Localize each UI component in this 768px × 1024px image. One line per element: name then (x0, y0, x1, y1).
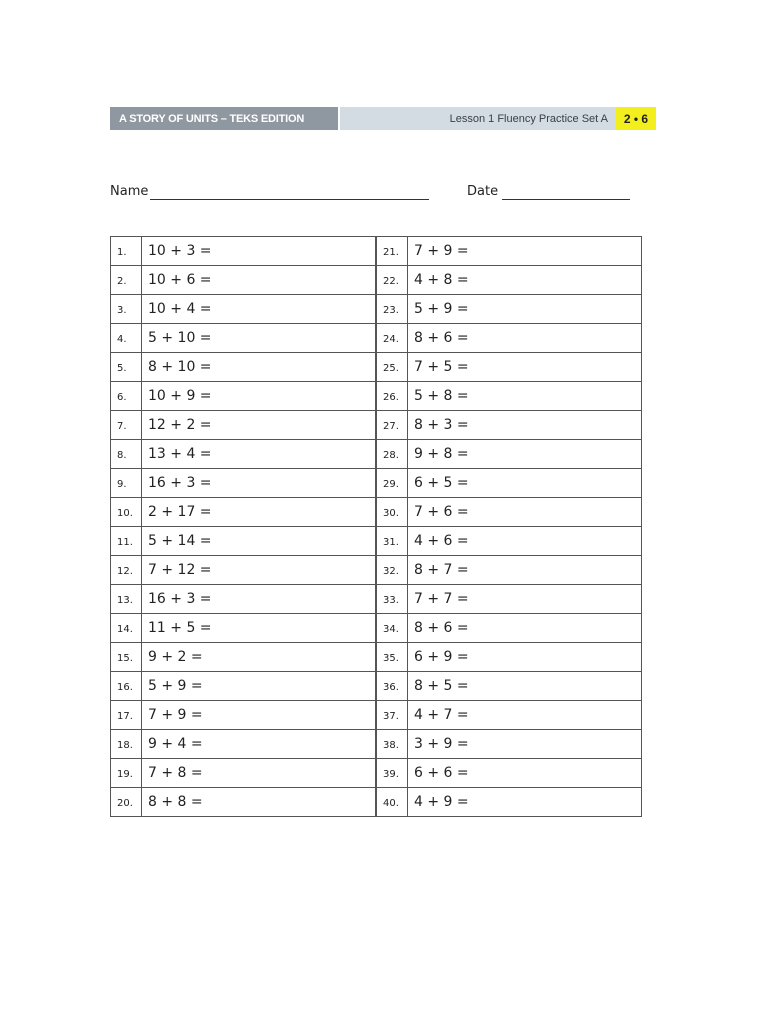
problem-number: 20. (111, 788, 142, 816)
problem-number: 27. (377, 411, 408, 439)
problem-row (376, 439, 642, 468)
problem-row (110, 381, 376, 410)
problem-row (110, 323, 376, 352)
problem-row (110, 700, 376, 729)
problem-expression[interactable]: 7 + 6 = (414, 504, 469, 520)
problem-row (110, 584, 376, 613)
problem-row (376, 555, 642, 584)
series-title: A STORY OF UNITS – TEKS EDITION (110, 107, 338, 130)
problem-expression[interactable]: 5 + 9 = (414, 301, 469, 317)
problem-row (110, 497, 376, 526)
problem-expression[interactable]: 8 + 6 = (414, 620, 469, 636)
problem-row (376, 323, 642, 352)
problem-expression[interactable]: 12 + 2 = (148, 417, 212, 433)
problem-number: 5. (111, 353, 142, 381)
problem-expression[interactable]: 5 + 8 = (414, 388, 469, 404)
problem-expression[interactable]: 4 + 6 = (414, 533, 469, 549)
problem-expression[interactable]: 7 + 12 = (148, 562, 212, 578)
problem-expression[interactable]: 8 + 10 = (148, 359, 212, 375)
module-badge: 2 • 6 (616, 107, 656, 130)
problem-number: 40. (377, 788, 408, 816)
problem-number: 13. (111, 585, 142, 613)
problem-expression[interactable]: 8 + 6 = (414, 330, 469, 346)
problem-expression[interactable]: 7 + 8 = (148, 765, 203, 781)
problem-expression[interactable]: 9 + 2 = (148, 649, 203, 665)
problem-expression[interactable]: 8 + 7 = (414, 562, 469, 578)
problem-expression[interactable]: 8 + 5 = (414, 678, 469, 694)
problem-number: 29. (377, 469, 408, 497)
problem-row (110, 729, 376, 758)
problem-number: 19. (111, 759, 142, 787)
problem-expression[interactable]: 5 + 10 = (148, 330, 212, 346)
problem-expression[interactable]: 10 + 4 = (148, 301, 212, 317)
problem-row (110, 613, 376, 642)
problem-expression[interactable]: 6 + 6 = (414, 765, 469, 781)
problem-row (110, 526, 376, 555)
problem-row (376, 584, 642, 613)
problem-number: 6. (111, 382, 142, 410)
problem-expression[interactable]: 8 + 8 = (148, 794, 203, 810)
problem-number: 31. (377, 527, 408, 555)
problem-expression[interactable]: 10 + 6 = (148, 272, 212, 288)
problem-row (110, 555, 376, 584)
problem-number: 37. (377, 701, 408, 729)
problem-row (110, 671, 376, 700)
problem-number: 34. (377, 614, 408, 642)
problem-row (376, 410, 642, 439)
problem-number: 18. (111, 730, 142, 758)
page-header (110, 107, 656, 130)
problem-expression[interactable]: 10 + 9 = (148, 388, 212, 404)
problem-number: 9. (111, 469, 142, 497)
problem-number: 21. (377, 237, 408, 265)
date-field[interactable] (502, 199, 630, 200)
problem-row (376, 758, 642, 787)
problem-expression[interactable]: 4 + 8 = (414, 272, 469, 288)
name-label: Name (110, 184, 149, 199)
problem-row (376, 613, 642, 642)
problem-row (110, 265, 376, 294)
problem-expression[interactable]: 5 + 14 = (148, 533, 212, 549)
date-label: Date (467, 184, 499, 199)
problem-row (376, 294, 642, 323)
problem-number: 30. (377, 498, 408, 526)
problem-row (376, 236, 642, 265)
problem-expression[interactable]: 7 + 5 = (414, 359, 469, 375)
problem-expression[interactable]: 6 + 9 = (414, 649, 469, 665)
problem-number: 36. (377, 672, 408, 700)
problem-expression[interactable]: 4 + 7 = (414, 707, 469, 723)
problem-number: 11. (111, 527, 142, 555)
problem-row (110, 642, 376, 671)
problem-number: 39. (377, 759, 408, 787)
problem-row (376, 265, 642, 294)
problem-expression[interactable]: 7 + 7 = (414, 591, 469, 607)
problem-row (376, 526, 642, 555)
problem-expression[interactable]: 8 + 3 = (414, 417, 469, 433)
problem-number: 38. (377, 730, 408, 758)
problem-row (376, 468, 642, 497)
problem-number: 35. (377, 643, 408, 671)
problem-row (376, 381, 642, 410)
problem-row (110, 236, 376, 265)
problem-row (110, 758, 376, 787)
lesson-title: Lesson 1 Fluency Practice Set A (338, 107, 616, 130)
problem-number: 1. (111, 237, 142, 265)
problem-expression[interactable]: 7 + 9 = (414, 243, 469, 259)
problem-expression[interactable]: 16 + 3 = (148, 475, 212, 491)
problem-number: 32. (377, 556, 408, 584)
problem-expression[interactable]: 16 + 3 = (148, 591, 212, 607)
problem-expression[interactable]: 5 + 9 = (148, 678, 203, 694)
problem-number: 26. (377, 382, 408, 410)
problem-expression[interactable]: 11 + 5 = (148, 620, 212, 636)
problem-row (376, 671, 642, 700)
problem-number: 3. (111, 295, 142, 323)
problems-column-right (376, 236, 642, 817)
problem-number: 8. (111, 440, 142, 468)
problems-column-left (110, 236, 376, 817)
problem-row (110, 468, 376, 497)
problem-number: 23. (377, 295, 408, 323)
problem-number: 24. (377, 324, 408, 352)
problem-row (110, 787, 376, 817)
problem-row (376, 642, 642, 671)
problem-row (110, 352, 376, 381)
problem-number: 33. (377, 585, 408, 613)
problem-number: 17. (111, 701, 142, 729)
problem-row (376, 700, 642, 729)
problem-row (376, 729, 642, 758)
problem-number: 25. (377, 353, 408, 381)
problem-number: 22. (377, 266, 408, 294)
name-field[interactable] (150, 199, 429, 200)
problem-row (110, 439, 376, 468)
problem-row (110, 294, 376, 323)
problem-expression[interactable]: 13 + 4 = (148, 446, 212, 462)
problem-expression[interactable]: 7 + 9 = (148, 707, 203, 723)
problem-expression[interactable]: 2 + 17 = (148, 504, 212, 520)
problem-row (376, 787, 642, 817)
problem-expression[interactable]: 4 + 9 = (414, 794, 469, 810)
problem-number: 7. (111, 411, 142, 439)
problem-number: 2. (111, 266, 142, 294)
problem-expression[interactable]: 6 + 5 = (414, 475, 469, 491)
problem-number: 14. (111, 614, 142, 642)
problem-number: 12. (111, 556, 142, 584)
problem-row (376, 352, 642, 381)
problem-expression[interactable]: 9 + 4 = (148, 736, 203, 752)
problem-number: 10. (111, 498, 142, 526)
problem-expression[interactable]: 9 + 8 = (414, 446, 469, 462)
problem-row (376, 497, 642, 526)
problem-expression[interactable]: 10 + 3 = (148, 243, 212, 259)
problem-number: 15. (111, 643, 142, 671)
problem-number: 4. (111, 324, 142, 352)
problem-number: 28. (377, 440, 408, 468)
problem-row (110, 410, 376, 439)
problem-expression[interactable]: 3 + 9 = (414, 736, 469, 752)
problem-number: 16. (111, 672, 142, 700)
